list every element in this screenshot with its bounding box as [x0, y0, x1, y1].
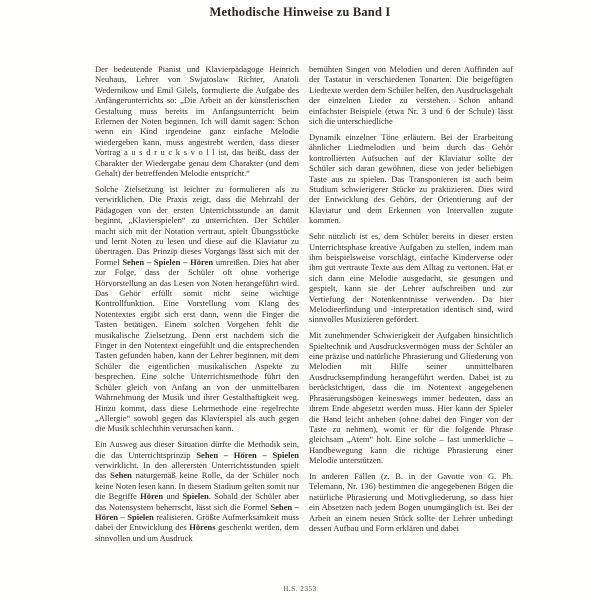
plate-number: H.S. 2353	[283, 585, 317, 593]
paragraph: Ein Ausweg aus dieser Situation dürfte die Methodik sein, die das Unterrichtsprinzip Sehen – Hören – Spielen verwirklicht. In den allerersten Unterrichtsstunden spielt das Sehen naturgemäß keine Rolle, da der Schüler noch keine Noten lesen kann. In diesem Stadium gelten somit nur die Begriffe Hören und Spielen. Sobald der Schüler aber das Notensystem beherrscht, lässt sich die Formel Sehen – Hören – Spielen realisieren. Größte Aufmerksamkeit muss dabei der Entwicklung des Hörens geschenkt werden, dem sinnvollen und um Ausdruck	[95, 439, 300, 543]
paragraph: Sehr nützlich ist es, dem Schüler bereits in dieser ersten Unterrichtsphase kreative Aufgaben zu stellen, indem man ihm beispielsweise vorschlägt, einfache Kinderverse oder ihm gut vertraute Texte aus dem Alltag zu vertonen. Hat er sich dann eine Melodie ausgedacht, sie gesungen und gespielt, kann sie der Lehrer aufschreiben und zur Vertiefung der Notenkenntnisse verwenden. Da hier Melodieerfindung und -interpretation identisch sind, wird sinnvolles Musizieren gefördert.	[309, 231, 513, 325]
text-columns	[95, 64, 513, 549]
page-title: Methodische Hinweise zu Band I	[209, 5, 391, 19]
right-column	[309, 64, 513, 549]
paragraph: Solche Zielsetzung ist leichter zu formulieren als zu verwirklichen. Die Praxis zeigt, dass die Mehrzahl der Pädagogen von der ersten Unterrichtsstunde an damit beginnt, „Klavierspielen“ zu unterrichten. Der Schüler macht sich mit der Notation vertraut, spielt Übungsstücke und lernt Noten zu lesen und diese auf die Klaviatur zu übertragen. Das Prinzip dieses Vorgangs lässt sich mit der Formel Sehen – Spielen – Hören umreißen. Dies hat aber zur Folge, dass der Schüler oft ohne vorherige Hörvorstellung an das Lesen von Noten herangeführt wird. Das Gehör erfüllt somit nicht seine wichtige Kontrollfunktion. Eine Vorstellung vom Klang des Notentextes ergibt sich erst dann, wenn die Finger die Tasten betätigen. Einem solchen Vorgehen fehlt die musikalische Zielsetzung. Denn erst nachdem sich die Finger in den Notentext eingefühlt und die entsprechenden Tasten gefunden haben, kann der Lehrer beginnen, mit dem Schüler die eigentlichen musikalischen Aspekte zu besprechen. Eine solche Unterrichtsmethode führt den Schüler gleich von Anfang an von der unmittelbaren Wahrnehmung der Musik und ihrer Gestalthaftigkeit weg. Hinzu kommt, dass diese Lehrmethode eine regelrechte „Allergie“ sowohl gegen das Klavierspiel als auch gegen die Musik schlechthin verursachen kann.	[95, 183, 299, 434]
left-column	[95, 64, 299, 549]
paragraph: Dynamik einzelner Töne erläutern. Bei der Erarbeitung ähnlicher Liedmelodien und beim durch das Gehör kontrollierten Aufsuchen auf der Klaviatur sollte der Schüler sich daran gewöhnen, diese von jeder beliebigen Taste aus zu spielen. Das Transponieren ist auch beim Studium schwierigerer Stücke zu praktizieren. Dies wird der Entwicklung des Gehörs, der Orientierung auf der Klaviatur und dem Erkennen von Intervallen zugute kommen.	[309, 131, 513, 226]
paragraph: Mit zunehmender Schwierigkeit der Aufgaben hinsichtlich Spieltechnik und Ausdrucksvermögen muss der Schüler an eine präzise und natürliche Phrasierung und Gliederung von Melodien mit Hilfe seiner unmittelbaren Ausdrucksempfindung herangeführt werden. Dabei ist zu berücksichtigen, dass die im Notentext angegebenen Phrasierungsbögen keineswegs immer bedeuten, dass an ihrem Ende abgesetzt werden muss. Hier kann der Spieler die Hand leicht anheben (ohne dabei den Finger von der Taste zu nehmen), womit er für die folgende Phrase gleichsam „Atem“ holt. Eine solche – fast unmerkliche – Handbewegung kann die richtige Phrasierung einer Melodie unterstützen.	[309, 330, 513, 466]
paragraph: bemühten Singen von Melodien und deren Auffinden auf der Tastatur in verschiedenen Tonarten. Die beigefügten Liedtexte werden dem Schüler helfen, den Ausdrucksgehalt der einzelnen Lieder zu verstehen. Schon anhand einfachster Beispiele (etwa Nr. 3 und 6 der Schule) lässt sich die unterschiedliche	[309, 64, 513, 127]
paragraph: Der bedeutende Pianist und Klavierpädagoge Heinrich Neuhaus, Lehrer von Swjatoslaw Richter, Anatoli Wedernikow und Emil Gilels, formulierte die Aufgabe des Anfängerunterrichts so: „Die Arbeit an der künstlerischen Gestaltung muss bereits im Anfangsunterricht beim Erlernen der Noten beginnen. Ich will damit sagen: Schon wenn ein Kind irgendeine ganz einfache Melodie wiedergeben kann, muss angestrebt werden, dass dieser Vortrag a u s d r u c k s v o l l ist, das heißt, dass der Charakter der Wiedergabe genau dem Charakter (und dem Gehalt) der betreffenden Melodie entspricht.“	[95, 64, 299, 179]
paragraph: In anderen Fällen (z. B. in der Gavotte von G. Ph. Telemann, Nr. 136) bestimmen die angegebenen Bögen die natürliche Phrasierung und Motivgliederung, so dass hier ein Absetzen nach jedem Bogen unumgänglich ist. Bei der Arbeit an einem neuen Stück sollte der Lehrer unbedingt dessen Aufbau und Form erklären und dabei	[309, 471, 513, 534]
